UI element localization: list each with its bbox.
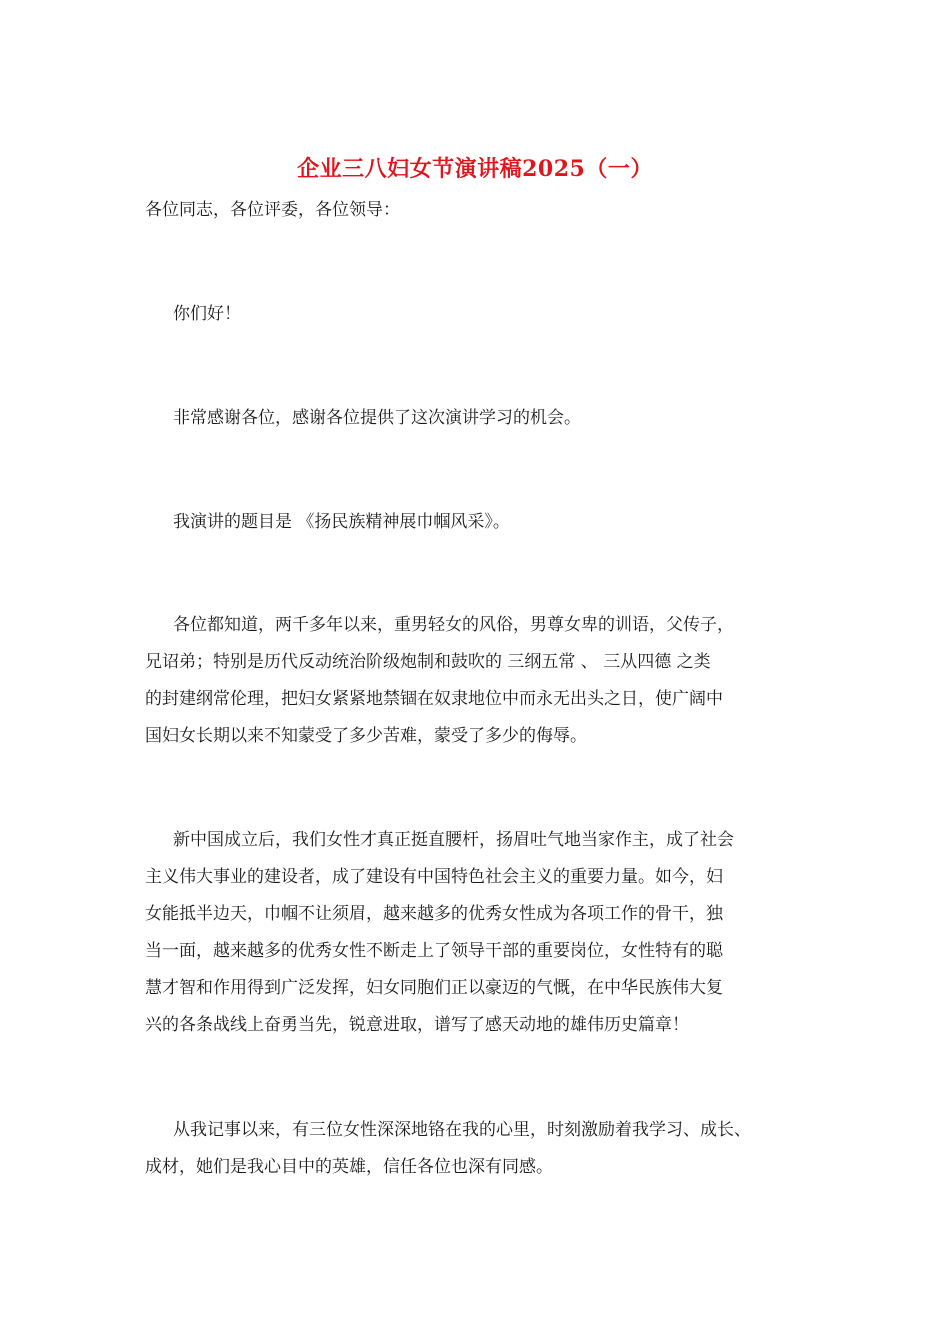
paragraph-line: 主义伟大事业的建设者，成了建设有中国特色社会主义的重要力量。如今，妇 xyxy=(145,867,723,887)
topic-paragraph: 我演讲的题目是 《扬民族精神展巾帼风采》。 xyxy=(173,512,510,532)
paragraph-line: 女能抵半边天，巾帼不让须眉，越来越多的优秀女性成为各项工作的骨干，独 xyxy=(145,904,723,924)
paragraph-line: 从我记事以来，有三位女性深深地铬在我的心里，时刻激励着我学习、成长、 xyxy=(173,1120,751,1140)
paragraph-line: 当一面，越来越多的优秀女性不断走上了领导干部的重要岗位，女性特有的聪 xyxy=(145,941,723,961)
thanks-paragraph: 非常感谢各位，感谢各位提供了这次演讲学习的机会。 xyxy=(173,408,581,428)
paragraph-line: 兴的各条战线上奋勇当先，锐意进取，谱写了感天动地的雄伟历史篇章！ xyxy=(145,1015,689,1035)
greeting: 你们好！ xyxy=(173,304,241,324)
paragraph-line: 慧才智和作用得到广泛发挥，妇女同胞们正以豪迈的气慨，在中华民族伟大复 xyxy=(145,978,723,998)
paragraph-line: 国妇女长期以来不知蒙受了多少苦难，蒙受了多少的侮辱。 xyxy=(145,726,587,746)
salutation: 各位同志，各位评委，各位领导： xyxy=(145,200,400,220)
paragraph-line: 各位都知道，两千多年以来，重男轻女的风俗，男尊女卑的训语，父传子， xyxy=(173,615,734,635)
new-china-paragraph xyxy=(145,822,734,1044)
heroes-paragraph xyxy=(145,1112,751,1186)
history-paragraph xyxy=(145,607,734,755)
paragraph-line: 兄诏弟；特别是历代反动统治阶级炮制和鼓吹的 三纲五常 、 三从四德 之类 xyxy=(145,652,711,672)
paragraph-line: 新中国成立后，我们女性才真正挺直腰杆，扬眉吐气地当家作主，成了社会 xyxy=(173,830,734,850)
paragraph-line: 成材，她们是我心目中的英雄，信任各位也深有同感。 xyxy=(145,1157,553,1177)
document-title: 企业三八妇女节演讲稿2025（一） xyxy=(297,156,653,182)
paragraph-line: 的封建纲常伦理，把妇女紧紧地禁锢在奴隶地位中而永无出头之日，使广阔中 xyxy=(145,689,723,709)
